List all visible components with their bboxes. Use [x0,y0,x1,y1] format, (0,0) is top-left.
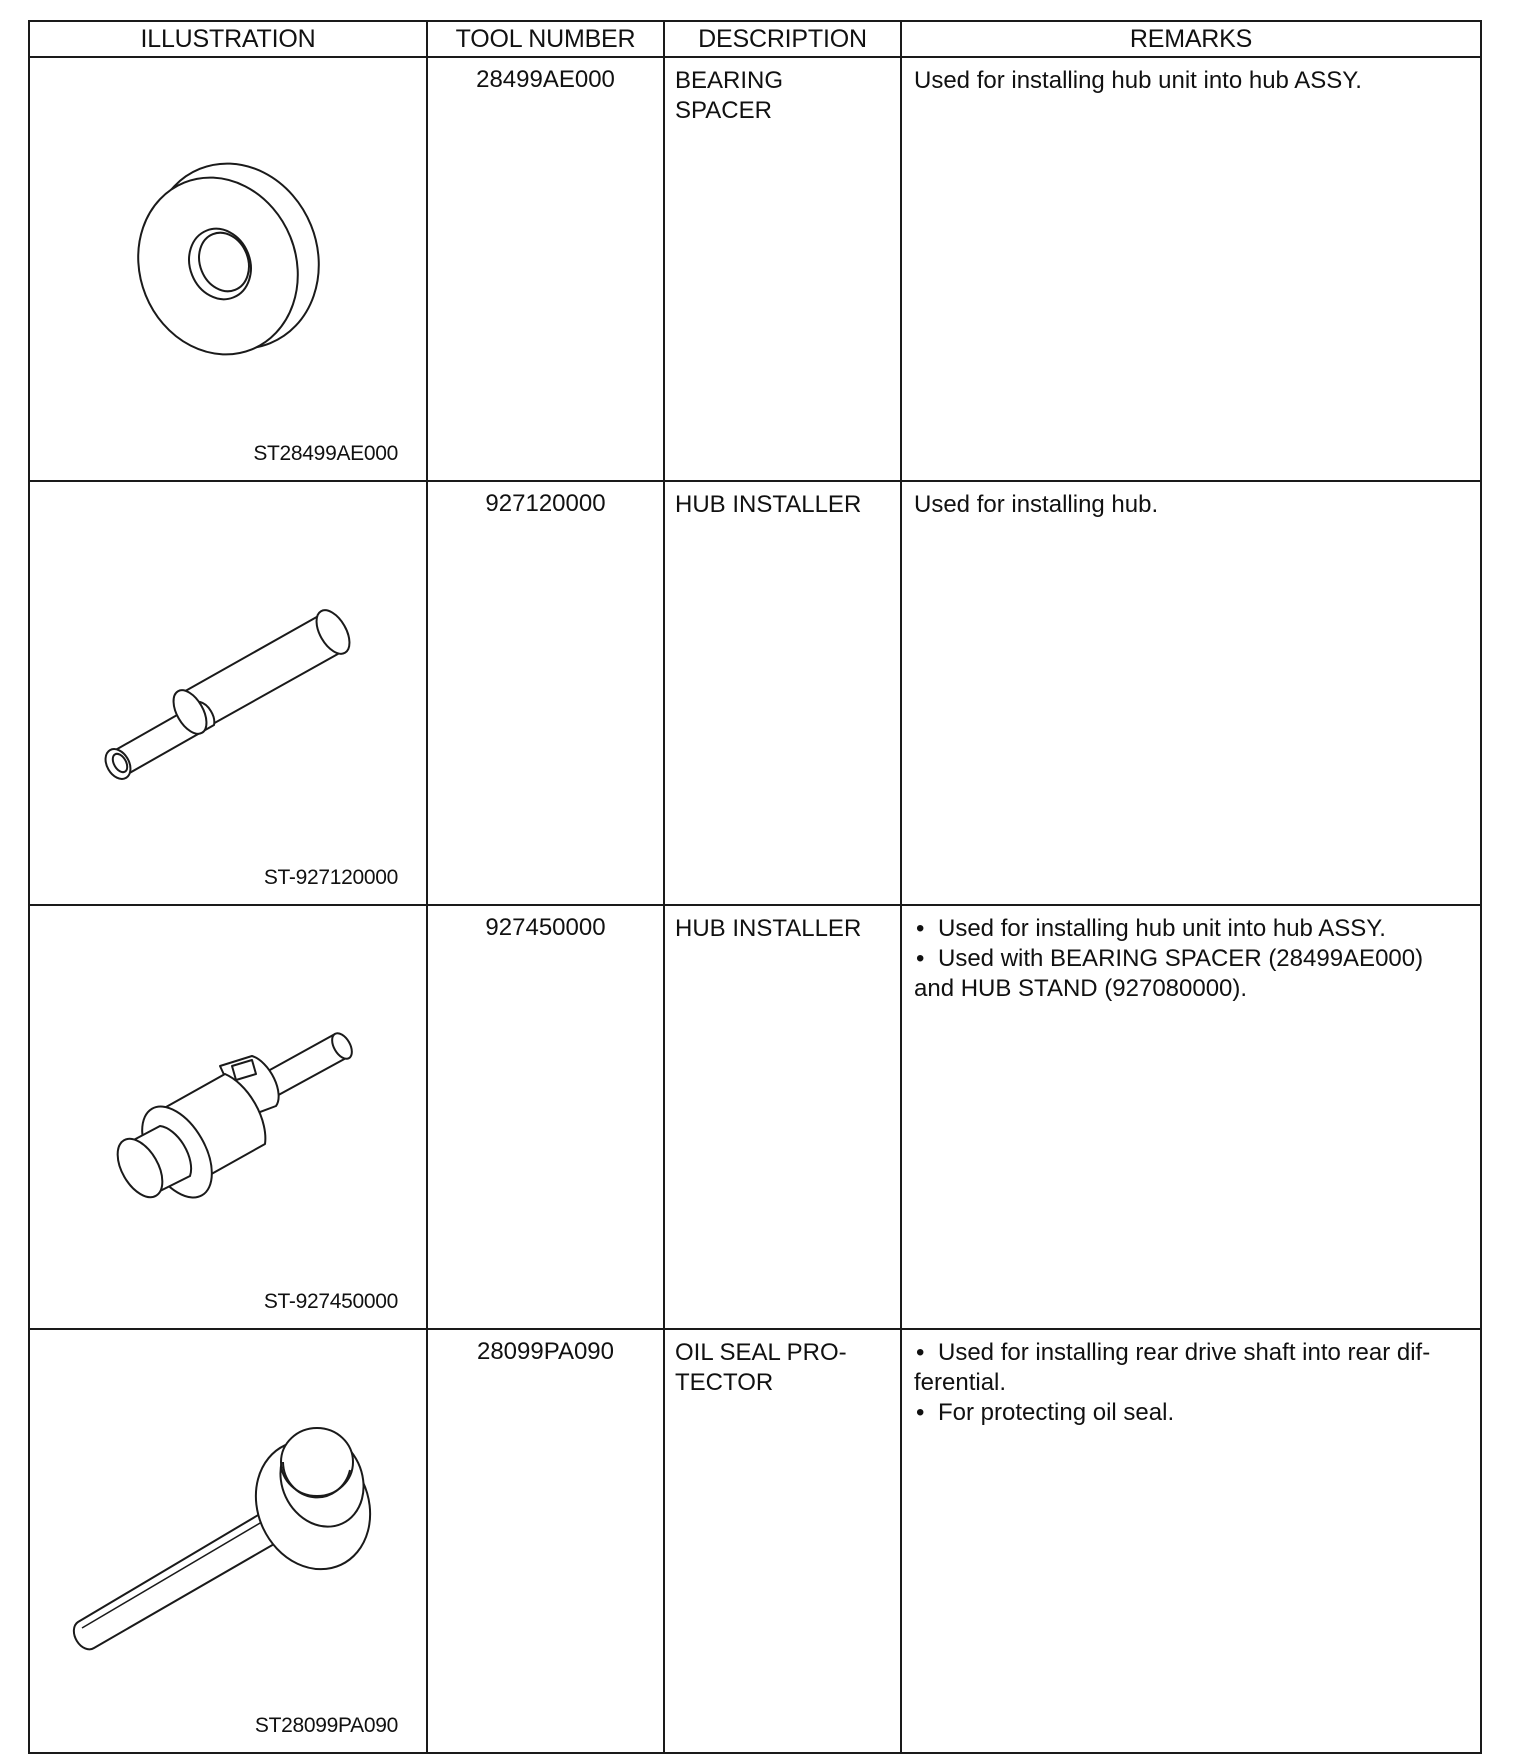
tool-number: 28099PA090 [427,1329,664,1753]
description-line: OIL SEAL PRO- [675,1339,847,1366]
remark-bullet: • For protecting oil seal. [914,1398,1470,1428]
oil-seal-protector-icon [30,1330,426,1744]
header-row [29,21,1481,57]
bearing-spacer-icon [30,58,426,472]
description [664,481,901,905]
description [664,57,901,481]
hub-installer-shaft-icon [30,482,426,896]
tool-number: 28499AE000 [427,57,664,481]
table-row [29,905,1481,1329]
illustration-label: ST-927120000 [263,866,398,889]
remark-list [914,1338,1470,1428]
remark-bullet-text: Used with BEARING SPACER (28499AE000) [938,945,1424,972]
remark-bullet [914,1338,1470,1398]
header-tool-number: TOOL NUMBER [427,21,664,57]
description-line: SPACER [675,97,772,124]
description-line: HUB INSTALLER [675,915,862,942]
header-description: DESCRIPTION [664,21,901,57]
remarks [901,57,1481,481]
hub-installer-stepped-icon [30,906,426,1320]
remark-bullet: • Used for installing hub unit into hub ASSY. [914,914,1470,944]
remarks [901,1329,1481,1753]
illustration-cell [29,57,427,481]
remarks [901,481,1481,905]
header-remarks: REMARKS [901,21,1481,57]
description-line: BEARING [675,67,784,94]
illustration-cell [29,481,427,905]
description-line: TECTOR [675,1369,774,1396]
illustration-cell [29,1329,427,1753]
tool-number: 927450000 [427,905,664,1329]
illustration-label: ST28499AE000 [253,442,398,465]
remark-bullet-text: Used for installing rear drive shaft into rear dif- [938,1339,1431,1366]
remark-list [914,914,1470,1004]
table-row [29,1329,1481,1753]
remark-continuation: ferential. [914,1369,1007,1396]
remark-continuation: and HUB STAND (927080000). [914,975,1248,1002]
illustration-label: ST-927450000 [263,1290,398,1313]
illustration-cell [29,905,427,1329]
illustration-label: ST28099PA090 [254,1714,398,1737]
remarks [901,905,1481,1329]
special-tools-table [28,20,1482,1754]
table-row [29,57,1481,481]
table-row [29,481,1481,905]
description-line: HUB INSTALLER [675,491,862,518]
tool-number: 927120000 [427,481,664,905]
remark-bullet [914,944,1470,1004]
remark-text: Used for installing hub unit into hub ASSY. [914,67,1362,94]
header-illustration: ILLUSTRATION [29,21,427,57]
description [664,905,901,1329]
remark-text: Used for installing hub. [914,491,1159,518]
description [664,1329,901,1753]
